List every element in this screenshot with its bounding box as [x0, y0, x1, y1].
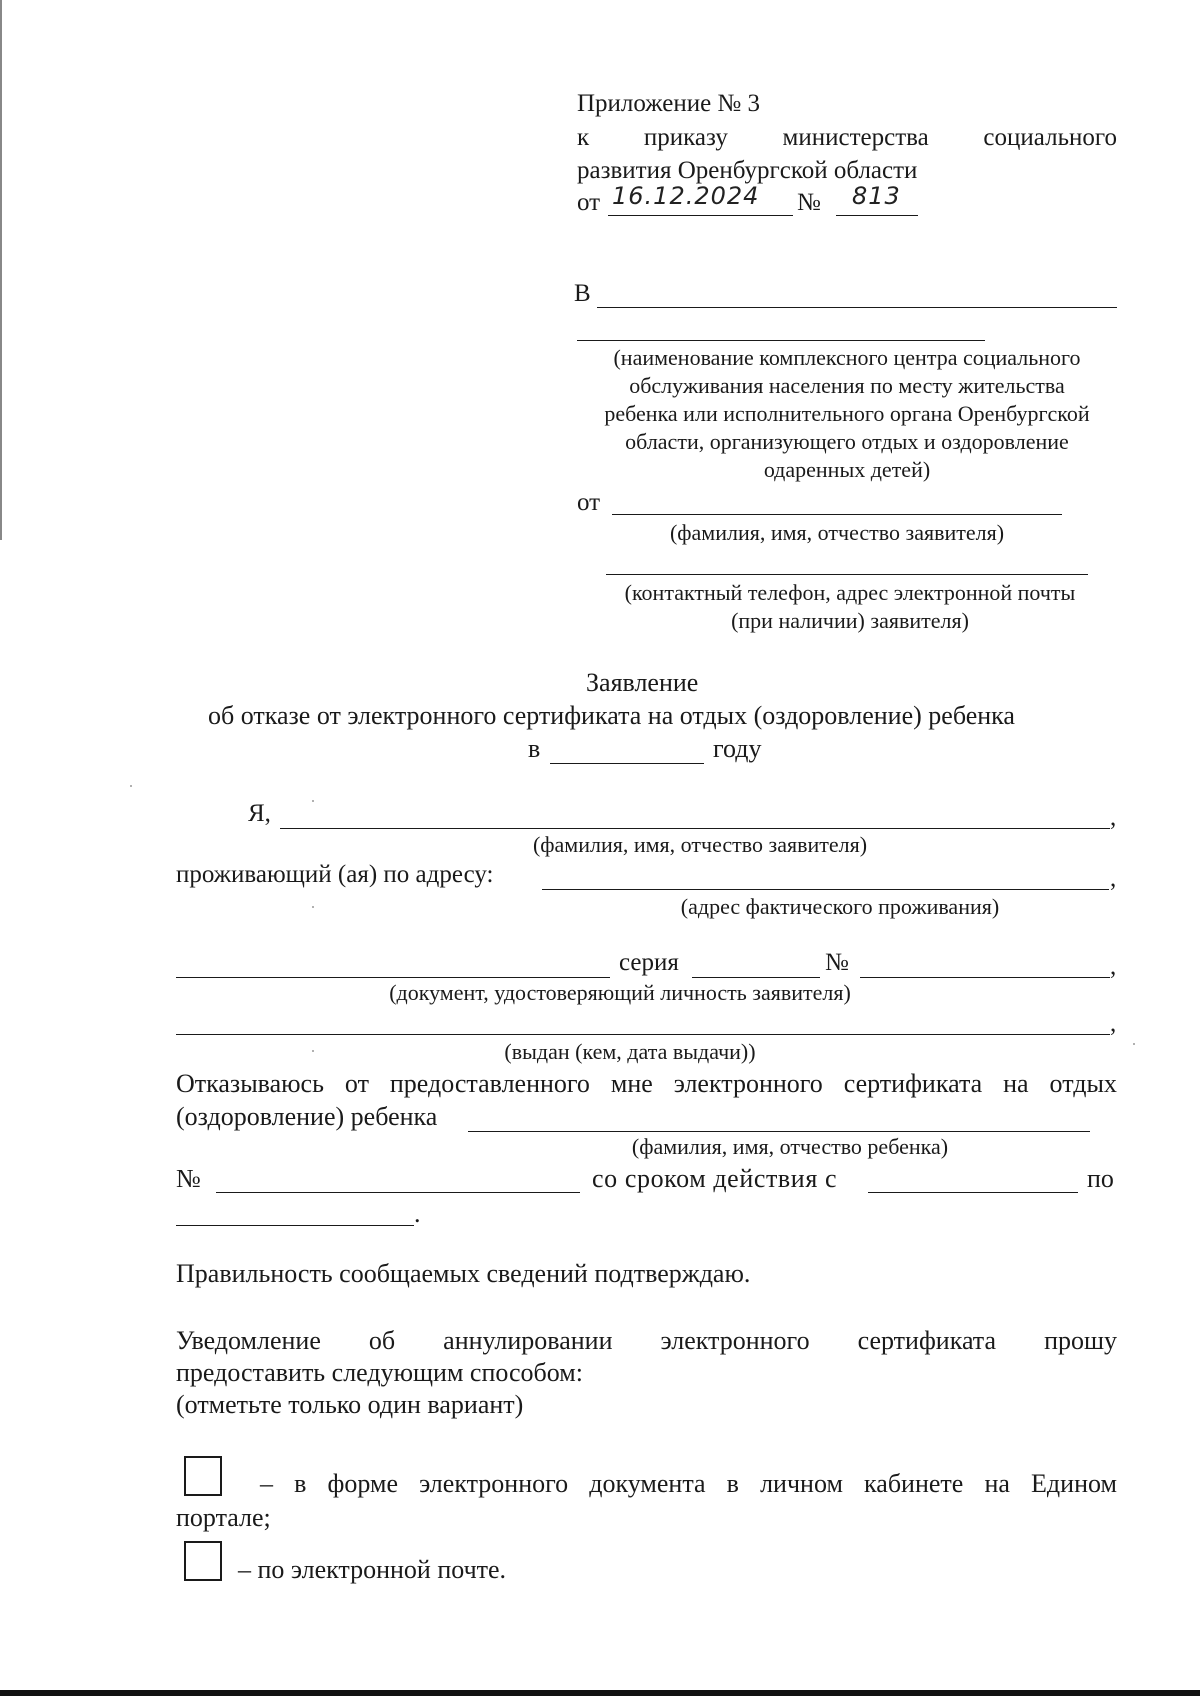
document-hint: (документ, удостоверяющий личность заявителя) [389, 980, 851, 1005]
option-email-label: – по электронной почте. [238, 1555, 507, 1584]
applicant-contact-hint [585, 579, 1115, 635]
child-name-line[interactable] [468, 1131, 1090, 1132]
period: . [414, 1199, 421, 1228]
order-date-handwritten: 16.12.2024 [612, 182, 760, 210]
refusal-word: на [1003, 1069, 1029, 1098]
refusal-word: Отказываюсь [176, 1069, 324, 1098]
option-portal-checkbox[interactable] [184, 1456, 222, 1496]
refusal-word: предоставленного [389, 1069, 590, 1098]
notify-word: аннулировании [443, 1326, 613, 1355]
hint-line: ребенка или исполнительного органа Оренбургской [604, 401, 1090, 426]
option-word: кабинете [864, 1469, 964, 1498]
hint-line: (при наличии) заявителя) [731, 608, 969, 633]
series-line[interactable] [692, 977, 820, 978]
validity-label: со сроком действия с [592, 1164, 838, 1193]
hint-line: (контактный телефон, адрес электронной почты [624, 580, 1076, 605]
notify-word: сертификата [857, 1326, 997, 1355]
document-title: Заявление [586, 668, 699, 697]
hint-line: области, организующего отдых и оздоровление [625, 429, 1069, 454]
scan-speck [312, 906, 314, 908]
option-email-checkbox[interactable] [184, 1541, 222, 1581]
order-word: социального [983, 124, 1117, 151]
hint-line: (наименование комплексного центра социального [613, 345, 1081, 370]
option-word: форме [327, 1469, 398, 1498]
option-portal-continuation: портале; [176, 1503, 271, 1532]
document-number-line[interactable] [860, 977, 1110, 978]
comma: , [1110, 1010, 1117, 1037]
validity-from-line[interactable] [868, 1192, 1078, 1193]
notify-text-line-2: предоставить следующим способом: [176, 1358, 583, 1387]
appendix-number: Приложение № 3 [577, 90, 761, 117]
confirmation-text: Правильность сообщаемых сведений подтверждаю. [176, 1259, 751, 1288]
applicant-from-prefix: от [577, 489, 601, 516]
order-number-line [836, 215, 918, 216]
order-date-line [608, 215, 793, 216]
option-word: в [726, 1469, 739, 1498]
scan-speck [1133, 1043, 1135, 1045]
year-line[interactable] [550, 763, 704, 764]
org-name-line-1[interactable] [597, 307, 1117, 308]
comma: , [1110, 865, 1117, 892]
order-word: приказу [643, 124, 728, 151]
refusal-word: от [344, 1069, 369, 1098]
hint-line: одаренных детей) [763, 457, 931, 482]
notify-word: электронного [660, 1326, 810, 1355]
notify-instruction: (отметьте только один вариант) [176, 1390, 524, 1419]
scan-speck [130, 785, 132, 787]
comma: , [1110, 804, 1117, 831]
option-word: электронного [419, 1469, 569, 1498]
order-word: министерства [782, 124, 929, 151]
option-portal-label [260, 1469, 1117, 1499]
org-name-hint [567, 344, 1127, 484]
scan-speck [312, 800, 314, 802]
body-applicant-hint: (фамилия, имя, отчество заявителя) [532, 832, 868, 857]
address-hint: (адрес фактического проживания) [680, 894, 1000, 919]
option-word: на [984, 1469, 1010, 1498]
option-word: документа [589, 1469, 706, 1498]
order-number-sign: № [797, 189, 821, 216]
residing-label: проживающий (ая) по адресу: [176, 861, 494, 888]
order-from-label: от [577, 189, 601, 216]
document-type-line[interactable] [176, 977, 610, 978]
option-word: в [294, 1469, 307, 1498]
org-name-line-2[interactable] [577, 340, 985, 341]
body-applicant-line[interactable] [280, 828, 1110, 829]
notify-word: об [368, 1326, 396, 1355]
issued-line[interactable] [176, 1034, 1110, 1035]
year-prefix: в [528, 734, 541, 763]
scan-left-edge [0, 0, 2, 540]
certificate-number-line[interactable] [216, 1192, 580, 1193]
notify-line [176, 1326, 1117, 1356]
order-line [577, 123, 1117, 153]
validity-until-label: по [1087, 1164, 1114, 1193]
option-word: – [260, 1469, 273, 1498]
ministry-name: развития Оренбургской области [577, 157, 918, 184]
document-number-sign: № [825, 949, 849, 976]
certificate-number-sign: № [176, 1164, 201, 1193]
notify-word: Уведомление [176, 1326, 321, 1355]
refusal-line [176, 1069, 1117, 1099]
hint-line: обслуживания населения по месту жительства [629, 373, 1065, 398]
series-label: серия [619, 949, 679, 976]
applicant-name-hint: (фамилия, имя, отчество заявителя) [669, 520, 1005, 545]
option-word: Едином [1031, 1469, 1117, 1498]
notify-word: прошу [1044, 1326, 1117, 1355]
address-line[interactable] [542, 889, 1109, 890]
refusal-word: сертификата [843, 1069, 983, 1098]
i-prefix: Я, [248, 800, 271, 827]
document-subtitle: об отказе от электронного сертификата на отдых (оздоровление) ребенка [208, 701, 1015, 730]
child-name-hint: (фамилия, имя, отчество ребенка) [631, 1134, 949, 1159]
comma: , [1110, 953, 1117, 980]
issued-hint: (выдан (кем, дата выдачи)) [504, 1039, 756, 1064]
option-word: личном [760, 1469, 843, 1498]
validity-until-line[interactable] [176, 1225, 414, 1226]
year-suffix: году [713, 734, 762, 763]
order-word: к [577, 124, 590, 151]
scan-bottom-edge [0, 1690, 1200, 1696]
refusal-word: электронного [673, 1069, 823, 1098]
applicant-contact-line[interactable] [606, 574, 1088, 575]
refusal-word: отдых [1049, 1069, 1117, 1098]
scan-speck [312, 1050, 314, 1052]
order-number-handwritten: 813 [852, 182, 901, 210]
child-prefix: (оздоровление) ребенка [176, 1102, 438, 1131]
refusal-word: мне [610, 1069, 653, 1098]
to-prefix: В [574, 280, 591, 307]
applicant-name-line[interactable] [612, 514, 1062, 515]
